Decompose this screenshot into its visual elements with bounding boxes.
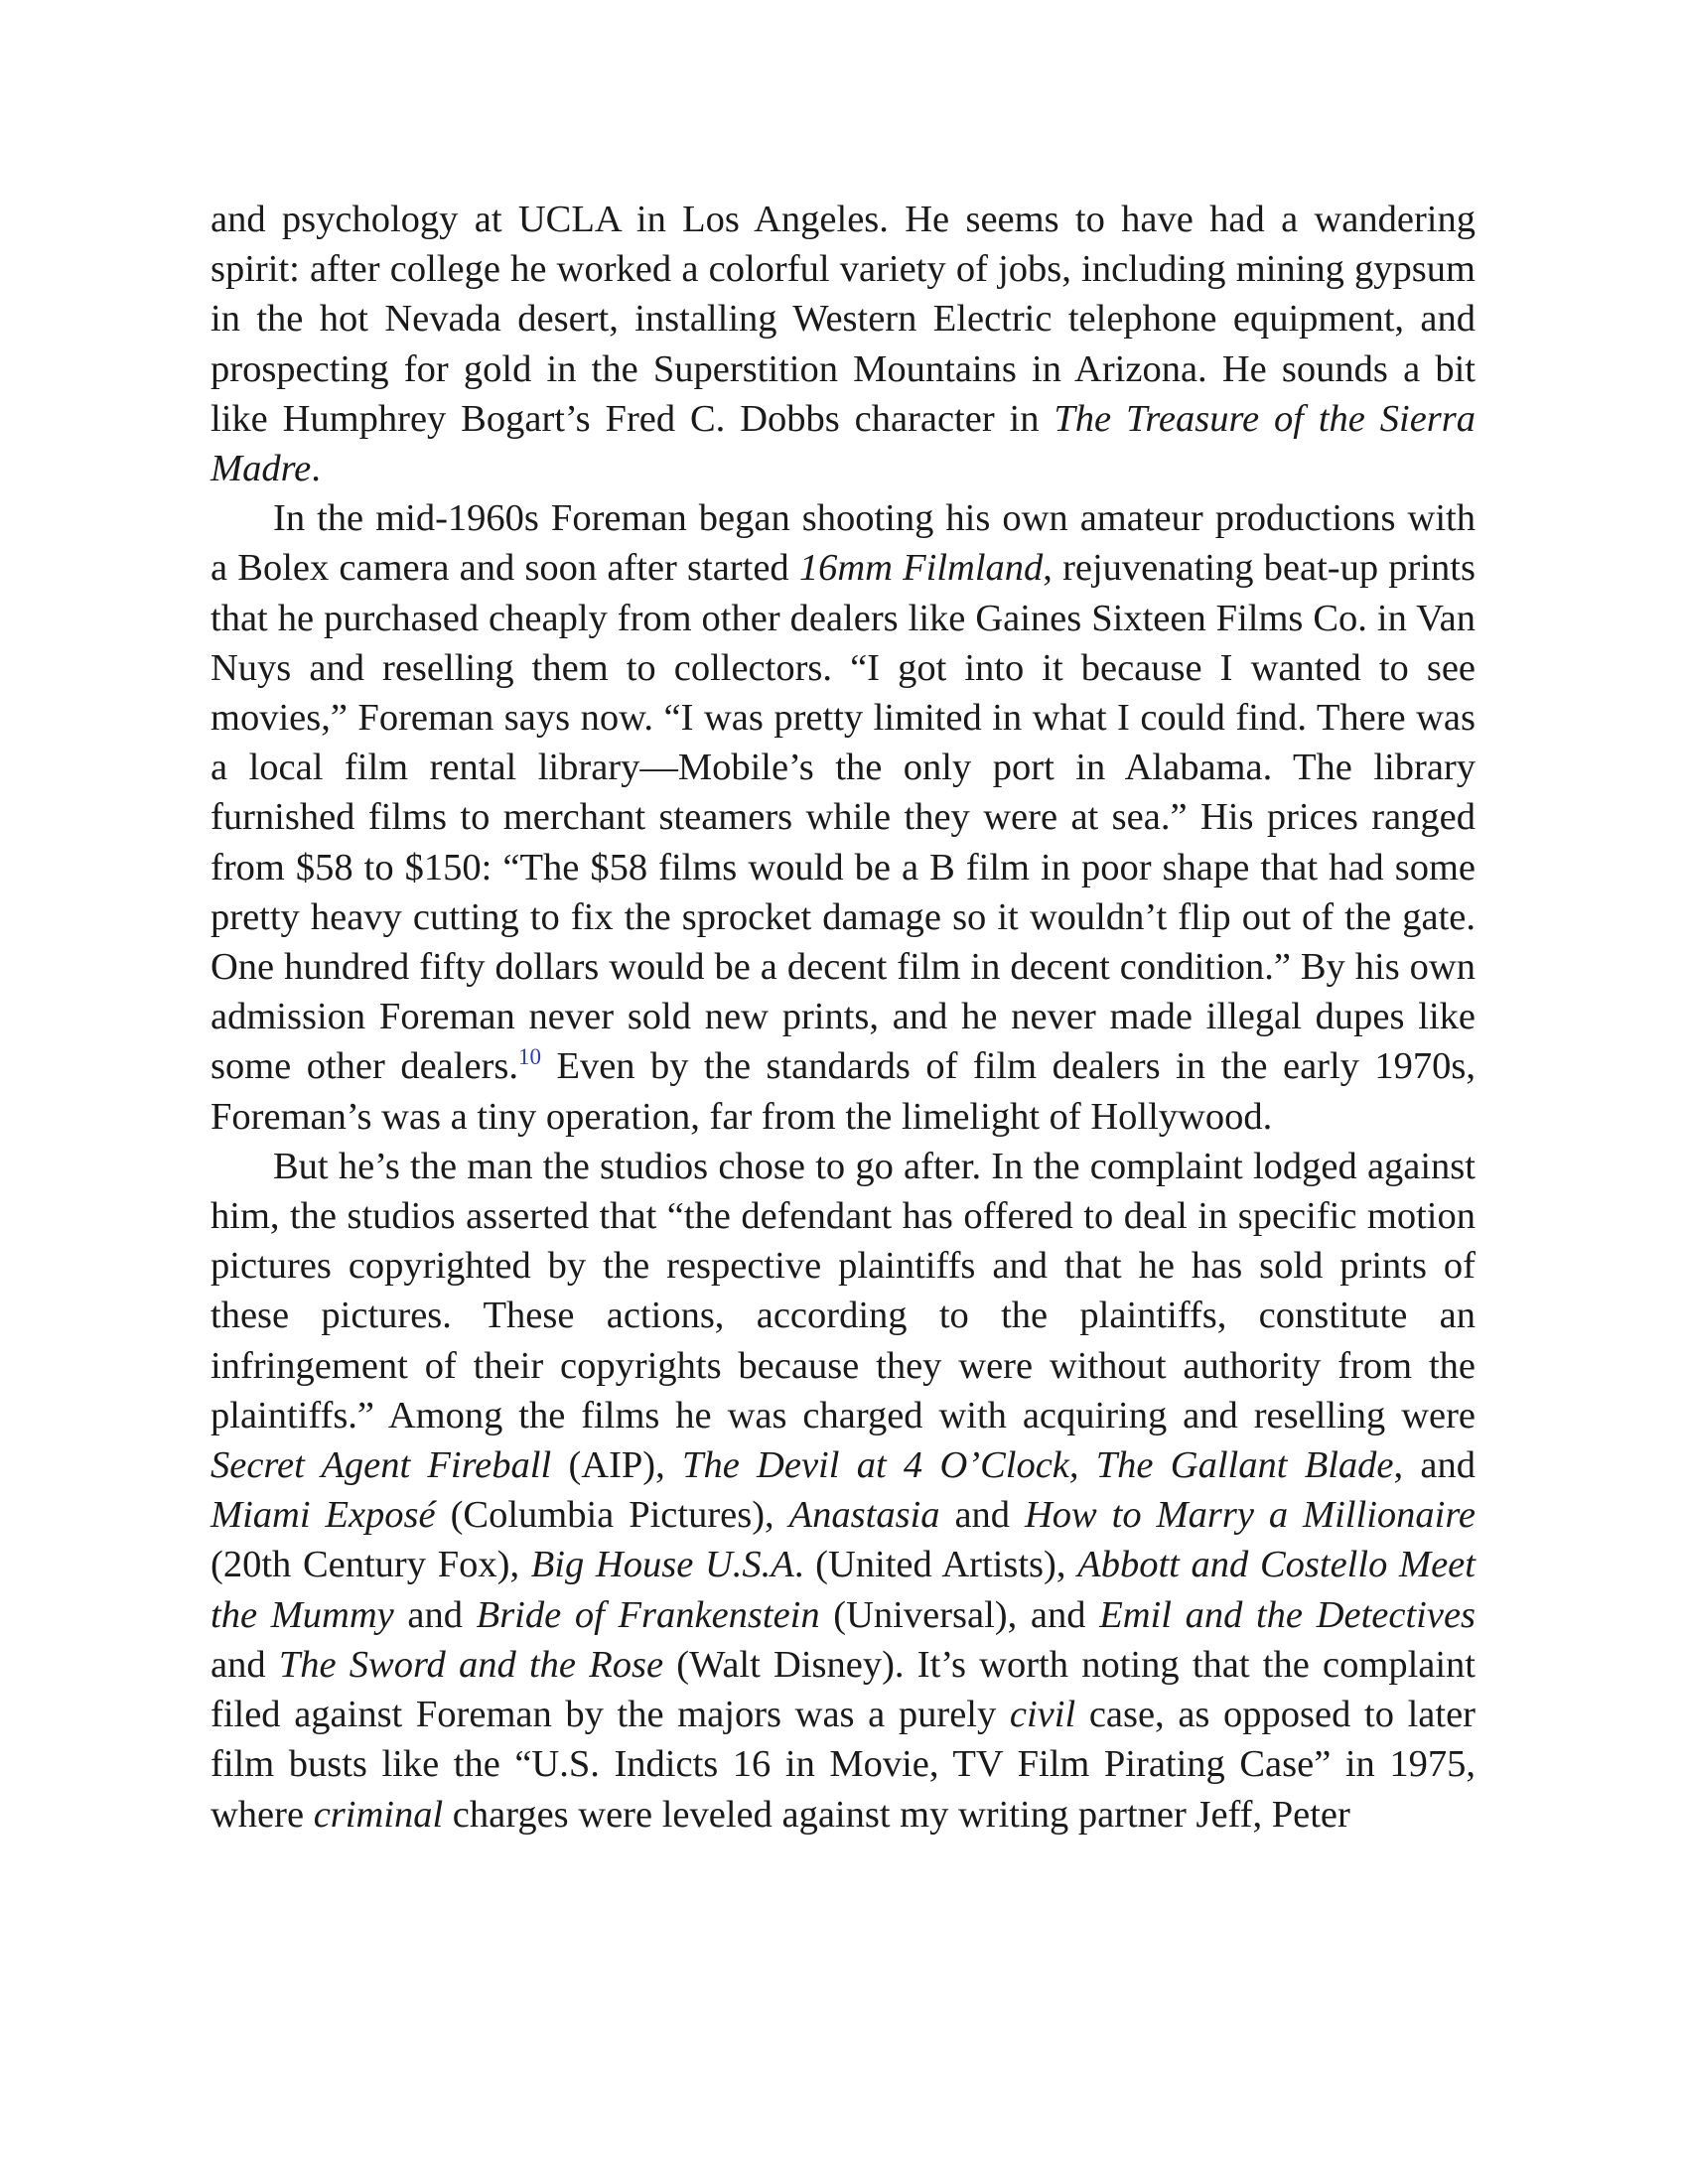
text-run: But he’s the man the studios chose to go after. In the complaint lodged against him, the studios asserted that “the defendant has offered to deal in specific motion pictures copyrighted by the respective plaintiffs and that he has sold prints of these pictures. These actions, according to the plaintiffs, constitute an infringement of their copyrights because they were without authority from the plaintiffs.” Among the films he was charged with acquiring and reselling were [211,1145,1476,1436]
text-run: In the mid-1960s Foreman began shooting his own amateur productions with a Bolex camera and soon after started [211,497,1476,590]
italic-title: Secret Agent Fireball [211,1444,552,1487]
text-run: (Columbia Pictures), [435,1494,789,1537]
italic-title: Abbott and Costello Meet the Mummy [211,1544,1476,1636]
paragraph [211,195,1476,493]
text-run: and [211,1643,279,1686]
text-body [211,195,1476,1840]
page-body [211,195,1476,1840]
italic-title: The Treasure of the Sierra Madre [211,397,1476,490]
text-run: Even by the standards of film dealers in the early 1970s, Foreman’s was a tiny operation, far from the limelight of Hollywood. [211,1045,1477,1138]
italic-title: Emil and the Detectives [1099,1593,1477,1636]
paragraph [211,493,1476,1142]
text-run: and [939,1494,1025,1537]
text-run: . [311,448,321,490]
italic-title: The Sword and the Rose [278,1643,664,1686]
italic-title: Big House U.S.A [530,1544,794,1586]
text-run: , and [1393,1444,1477,1487]
text-run: (Walt Disney). It’s worth noting that the complaint filed against Foreman by the majors was a purely [211,1643,1476,1736]
italic-title: criminal [313,1793,444,1836]
italic-title: Bride of Frankenstein [476,1593,820,1636]
text-run: . (United Artists), [793,1544,1078,1586]
text-run: and psychology at UCLA in Los Angeles. He seems to have had a wandering spirit: after college he worked a colorful variety of jobs, including mining gypsum in the hot Nevada desert, installing Western Electric telephone equipment, and prospecting for gold in the Superstition Mountains in Arizona. He sounds a bit like Humphrey Bogart’s Fred C. Dobbs character in [211,199,1476,440]
text-run: (AIP), [551,1444,683,1487]
italic-title: How to Marry a Millionaire [1024,1494,1476,1537]
paragraph [211,1142,1476,1840]
italic-title: 16mm Filmland [798,547,1044,590]
text-run: (Universal), and [819,1593,1100,1636]
text-run: charges were leveled against my writing partner Jeff, Peter [443,1793,1350,1836]
italic-title: civil [1009,1694,1076,1736]
text-run: (20th Century Fox), [211,1544,531,1586]
text-run: , rejuvenating beat-up prints that he purchased cheaply from other dealers like Gaines Sixteen Films Co. in Van Nuys and reselling them to collectors. “I got into it because I wanted to see movies,” Foreman says now. “I was pretty limited in what I could find. There was a local film rental library—Mobile’s the only port in Alabama. The library furnished films to merchant steamers while they were at sea.” His prices ranged from $58 to $150: “The $58 films would be a B film in poor shape that had some pretty heavy cutting to fix the sprocket damage so it wouldn’t flip out of the gate. One hundred fifty dollars would be a decent film in decent condition.” By his own admission Foreman never sold new prints, and he never made illegal dupes like some other dealers. [211,547,1476,1088]
text-run: and [393,1593,477,1636]
footnote-reference[interactable]: 10 [517,1044,541,1070]
text-run: case, as opposed to later film busts like the “U.S. Indicts 16 in Movie, TV Film Pirating Case” in 1975, where [211,1694,1476,1836]
italic-title: Miami Exposé [211,1494,436,1537]
italic-title: Anastasia [788,1494,940,1537]
italic-title: The Devil at 4 O’Clock, The Gallant Blade [682,1444,1394,1487]
